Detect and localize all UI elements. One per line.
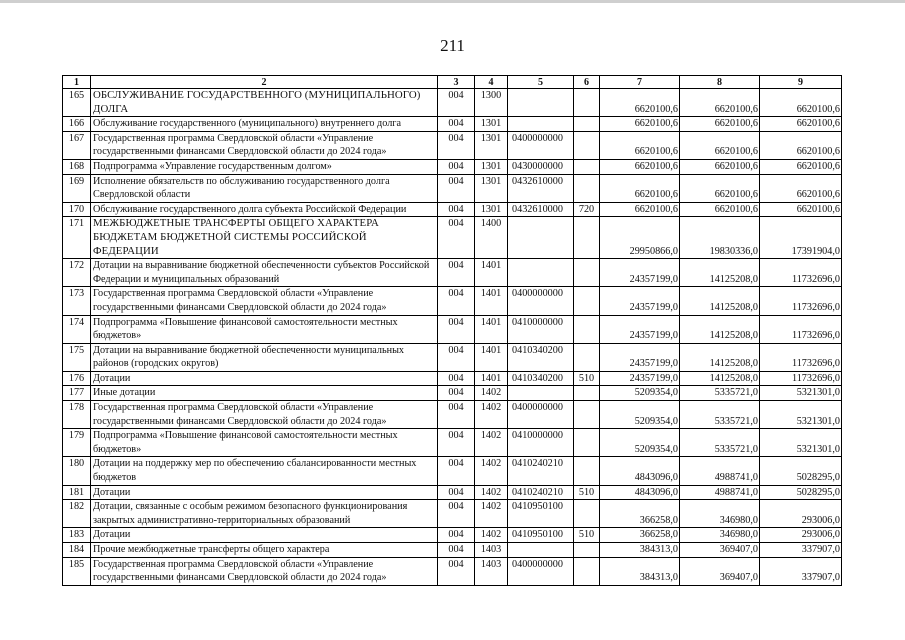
expense-type-cell <box>574 287 600 315</box>
target-article-cell <box>508 117 574 132</box>
table-row <box>63 315 842 343</box>
target-article-cell: 0400000000 <box>508 287 574 315</box>
table-row <box>63 174 842 202</box>
table-row <box>63 217 842 259</box>
amount-cell-col8: 6620100,6 <box>680 117 760 132</box>
expense-type-cell <box>574 315 600 343</box>
description-cell: Дотации на поддержку мер по обеспечению сбалансированности местных бюджетов <box>91 457 438 485</box>
table-row <box>63 485 842 500</box>
expense-type-cell <box>574 89 600 117</box>
amount-cell-col8: 14125208,0 <box>680 343 760 371</box>
row-number-cell: 180 <box>63 457 91 485</box>
amount-cell-col8: 346980,0 <box>680 500 760 528</box>
amount-cell-col9: 5028295,0 <box>760 457 842 485</box>
chapter-code-cell: 004 <box>438 500 475 528</box>
amount-cell-col8: 5335721,0 <box>680 401 760 429</box>
expense-type-cell: 720 <box>574 202 600 217</box>
section-code-cell: 1402 <box>475 485 508 500</box>
description-cell: Прочие межбюджетные трансферты общего характера <box>91 543 438 558</box>
amount-cell-col9: 6620100,6 <box>760 174 842 202</box>
chapter-code-cell: 004 <box>438 174 475 202</box>
row-number-cell: 167 <box>63 131 91 159</box>
amount-cell-col8: 19830336,0 <box>680 217 760 259</box>
section-code-cell: 1301 <box>475 174 508 202</box>
expense-type-cell <box>574 174 600 202</box>
table-row <box>63 457 842 485</box>
table-row <box>63 117 842 132</box>
chapter-code-cell: 004 <box>438 401 475 429</box>
expense-type-cell: 510 <box>574 528 600 543</box>
target-article-cell <box>508 386 574 401</box>
amount-cell-col9: 337907,0 <box>760 543 842 558</box>
table-row <box>63 528 842 543</box>
amount-cell-col8: 346980,0 <box>680 528 760 543</box>
amount-cell-col7: 29950866,0 <box>600 217 680 259</box>
section-code-cell: 1401 <box>475 343 508 371</box>
table-body <box>63 89 842 586</box>
chapter-code-cell: 004 <box>438 202 475 217</box>
amount-cell-col8: 6620100,6 <box>680 174 760 202</box>
expense-type-cell <box>574 557 600 585</box>
target-article-cell: 0400000000 <box>508 401 574 429</box>
table-row <box>63 131 842 159</box>
row-number-cell: 177 <box>63 386 91 401</box>
amount-cell-col8: 6620100,6 <box>680 159 760 174</box>
table-row <box>63 386 842 401</box>
description-cell: Дотации <box>91 371 438 386</box>
amount-cell-col7: 384313,0 <box>600 557 680 585</box>
description-cell: Государственная программа Свердловской области «Управление государственными финансами Свердловской области до 2024 года» <box>91 557 438 585</box>
description-cell: Дотации <box>91 528 438 543</box>
amount-cell-col7: 24357199,0 <box>600 371 680 386</box>
amount-cell-col9: 6620100,6 <box>760 89 842 117</box>
description-cell: ОБСЛУЖИВАНИЕ ГОСУДАРСТВЕННОГО (МУНИЦИПАЛЬНОГО) ДОЛГА <box>91 89 438 117</box>
chapter-code-cell: 004 <box>438 543 475 558</box>
chapter-code-cell: 004 <box>438 429 475 457</box>
target-article-cell <box>508 89 574 117</box>
target-article-cell <box>508 217 574 259</box>
amount-cell-col7: 6620100,6 <box>600 174 680 202</box>
chapter-code-cell: 004 <box>438 343 475 371</box>
header-cell: 4 <box>475 76 508 89</box>
section-code-cell: 1403 <box>475 543 508 558</box>
description-cell: Обслуживание государственного (муниципального) внутреннего долга <box>91 117 438 132</box>
description-cell: Дотации, связанные с особым режимом безопасного функционирования закрытых административно-территориальных образований <box>91 500 438 528</box>
amount-cell-col8: 14125208,0 <box>680 287 760 315</box>
expense-type-cell <box>574 543 600 558</box>
expense-type-cell <box>574 343 600 371</box>
row-number-cell: 174 <box>63 315 91 343</box>
amount-cell-col7: 5209354,0 <box>600 401 680 429</box>
target-article-cell: 0410340200 <box>508 343 574 371</box>
amount-cell-col7: 384313,0 <box>600 543 680 558</box>
table-row <box>63 287 842 315</box>
row-number-cell: 171 <box>63 217 91 259</box>
section-code-cell: 1401 <box>475 287 508 315</box>
row-number-cell: 173 <box>63 287 91 315</box>
amount-cell-col7: 366258,0 <box>600 528 680 543</box>
expense-type-cell <box>574 117 600 132</box>
section-code-cell: 1402 <box>475 429 508 457</box>
chapter-code-cell: 004 <box>438 89 475 117</box>
amount-cell-col7: 24357199,0 <box>600 287 680 315</box>
row-number-cell: 169 <box>63 174 91 202</box>
amount-cell-col7: 24357199,0 <box>600 259 680 287</box>
row-number-cell: 183 <box>63 528 91 543</box>
amount-cell-col9: 17391904,0 <box>760 217 842 259</box>
header-cell: 6 <box>574 76 600 89</box>
row-number-cell: 165 <box>63 89 91 117</box>
amount-cell-col8: 369407,0 <box>680 543 760 558</box>
chapter-code-cell: 004 <box>438 259 475 287</box>
target-article-cell: 0410000000 <box>508 429 574 457</box>
expense-type-cell <box>574 217 600 259</box>
target-article-cell <box>508 543 574 558</box>
chapter-code-cell: 004 <box>438 159 475 174</box>
header-cell: 2 <box>91 76 438 89</box>
table-row <box>63 429 842 457</box>
chapter-code-cell: 004 <box>438 386 475 401</box>
expense-type-cell: 510 <box>574 371 600 386</box>
description-cell: Подпрограмма «Повышение финансовой самостоятельности местных бюджетов» <box>91 429 438 457</box>
amount-cell-col9: 11732696,0 <box>760 315 842 343</box>
section-code-cell: 1301 <box>475 159 508 174</box>
table-row <box>63 371 842 386</box>
header-cell: 8 <box>680 76 760 89</box>
description-cell: Подпрограмма «Управление государственным долгом» <box>91 159 438 174</box>
amount-cell-col7: 24357199,0 <box>600 315 680 343</box>
amount-cell-col7: 6620100,6 <box>600 89 680 117</box>
target-article-cell <box>508 259 574 287</box>
section-code-cell: 1402 <box>475 401 508 429</box>
amount-cell-col7: 4843096,0 <box>600 485 680 500</box>
amount-cell-col9: 293006,0 <box>760 528 842 543</box>
scan-top-edge <box>0 0 905 3</box>
table-row <box>63 557 842 585</box>
amount-cell-col9: 6620100,6 <box>760 117 842 132</box>
amount-cell-col7: 6620100,6 <box>600 202 680 217</box>
amount-cell-col7: 6620100,6 <box>600 117 680 132</box>
section-code-cell: 1402 <box>475 457 508 485</box>
amount-cell-col7: 4843096,0 <box>600 457 680 485</box>
target-article-cell: 0410950100 <box>508 500 574 528</box>
amount-cell-col9: 5321301,0 <box>760 401 842 429</box>
amount-cell-col7: 5209354,0 <box>600 386 680 401</box>
chapter-code-cell: 004 <box>438 217 475 259</box>
description-cell: Дотации <box>91 485 438 500</box>
table-row <box>63 343 842 371</box>
row-number-cell: 181 <box>63 485 91 500</box>
table-row <box>63 202 842 217</box>
chapter-code-cell: 004 <box>438 457 475 485</box>
table-row <box>63 543 842 558</box>
target-article-cell: 0432610000 <box>508 202 574 217</box>
section-code-cell: 1400 <box>475 217 508 259</box>
amount-cell-col8: 6620100,6 <box>680 202 760 217</box>
target-article-cell: 0410340200 <box>508 371 574 386</box>
amount-cell-col9: 11732696,0 <box>760 259 842 287</box>
description-cell: Государственная программа Свердловской области «Управление государственными финансами Свердловской области до 2024 года» <box>91 287 438 315</box>
amount-cell-col8: 6620100,6 <box>680 89 760 117</box>
section-code-cell: 1301 <box>475 202 508 217</box>
chapter-code-cell: 004 <box>438 557 475 585</box>
description-cell: Дотации на выравнивание бюджетной обеспеченности муниципальных районов (городских округов) <box>91 343 438 371</box>
table-row <box>63 259 842 287</box>
amount-cell-col8: 14125208,0 <box>680 315 760 343</box>
chapter-code-cell: 004 <box>438 315 475 343</box>
target-article-cell: 0400000000 <box>508 557 574 585</box>
amount-cell-col8: 14125208,0 <box>680 371 760 386</box>
row-number-cell: 176 <box>63 371 91 386</box>
header-cell: 5 <box>508 76 574 89</box>
amount-cell-col9: 11732696,0 <box>760 371 842 386</box>
target-article-cell: 0410000000 <box>508 315 574 343</box>
expense-type-cell: 510 <box>574 485 600 500</box>
chapter-code-cell: 004 <box>438 485 475 500</box>
section-code-cell: 1301 <box>475 117 508 132</box>
amount-cell-col8: 5335721,0 <box>680 386 760 401</box>
chapter-code-cell: 004 <box>438 131 475 159</box>
row-number-cell: 172 <box>63 259 91 287</box>
description-cell: Государственная программа Свердловской области «Управление государственными финансами Свердловской области до 2024 года» <box>91 131 438 159</box>
chapter-code-cell: 004 <box>438 528 475 543</box>
expense-type-cell <box>574 259 600 287</box>
amount-cell-col9: 11732696,0 <box>760 343 842 371</box>
budget-table <box>62 75 842 586</box>
amount-cell-col9: 337907,0 <box>760 557 842 585</box>
description-cell: Дотации на выравнивание бюджетной обеспеченности субъектов Российской Федерации и муниципальных образований <box>91 259 438 287</box>
amount-cell-col8: 4988741,0 <box>680 485 760 500</box>
header-cell: 9 <box>760 76 842 89</box>
section-code-cell: 1403 <box>475 557 508 585</box>
amount-cell-col9: 6620100,6 <box>760 202 842 217</box>
expense-type-cell <box>574 159 600 174</box>
row-number-cell: 182 <box>63 500 91 528</box>
table-row <box>63 89 842 117</box>
expense-type-cell <box>574 429 600 457</box>
description-cell: Исполнение обязательств по обслуживанию государственного долга Свердловской области <box>91 174 438 202</box>
table-row <box>63 401 842 429</box>
target-article-cell: 0410240210 <box>508 457 574 485</box>
amount-cell-col9: 5321301,0 <box>760 429 842 457</box>
amount-cell-col8: 5335721,0 <box>680 429 760 457</box>
target-article-cell: 0410240210 <box>508 485 574 500</box>
description-cell: Государственная программа Свердловской области «Управление государственными финансами Свердловской области до 2024 года» <box>91 401 438 429</box>
amount-cell-col9: 6620100,6 <box>760 131 842 159</box>
amount-cell-col8: 369407,0 <box>680 557 760 585</box>
section-code-cell: 1300 <box>475 89 508 117</box>
row-number-cell: 185 <box>63 557 91 585</box>
target-article-cell: 0432610000 <box>508 174 574 202</box>
amount-cell-col7: 6620100,6 <box>600 159 680 174</box>
page-number: 211 <box>440 36 465 55</box>
section-code-cell: 1402 <box>475 500 508 528</box>
amount-cell-col7: 366258,0 <box>600 500 680 528</box>
amount-cell-col7: 5209354,0 <box>600 429 680 457</box>
section-code-cell: 1401 <box>475 259 508 287</box>
table-row <box>63 159 842 174</box>
target-article-cell: 0430000000 <box>508 159 574 174</box>
row-number-cell: 179 <box>63 429 91 457</box>
amount-cell-col9: 11732696,0 <box>760 287 842 315</box>
chapter-code-cell: 004 <box>438 371 475 386</box>
amount-cell-col9: 5028295,0 <box>760 485 842 500</box>
amount-cell-col9: 6620100,6 <box>760 159 842 174</box>
description-cell: МЕЖБЮДЖЕТНЫЕ ТРАНСФЕРТЫ ОБЩЕГО ХАРАКТЕРА БЮДЖЕТАМ БЮДЖЕТНОЙ СИСТЕМЫ РОССИЙСКОЙ ФЕДЕРАЦИИ <box>91 217 438 259</box>
header-cell: 7 <box>600 76 680 89</box>
header-row <box>63 76 842 89</box>
amount-cell-col8: 6620100,6 <box>680 131 760 159</box>
description-cell: Иные дотации <box>91 386 438 401</box>
expense-type-cell <box>574 401 600 429</box>
row-number-cell: 184 <box>63 543 91 558</box>
amount-cell-col8: 4988741,0 <box>680 457 760 485</box>
section-code-cell: 1402 <box>475 386 508 401</box>
amount-cell-col7: 6620100,6 <box>600 131 680 159</box>
amount-cell-col7: 24357199,0 <box>600 343 680 371</box>
expense-type-cell <box>574 457 600 485</box>
section-code-cell: 1401 <box>475 315 508 343</box>
table-row <box>63 500 842 528</box>
amount-cell-col9: 5321301,0 <box>760 386 842 401</box>
row-number-cell: 170 <box>63 202 91 217</box>
target-article-cell: 0400000000 <box>508 131 574 159</box>
row-number-cell: 178 <box>63 401 91 429</box>
expense-type-cell <box>574 131 600 159</box>
target-article-cell: 0410950100 <box>508 528 574 543</box>
section-code-cell: 1402 <box>475 528 508 543</box>
description-cell: Подпрограмма «Повышение финансовой самостоятельности местных бюджетов» <box>91 315 438 343</box>
row-number-cell: 168 <box>63 159 91 174</box>
amount-cell-col8: 14125208,0 <box>680 259 760 287</box>
chapter-code-cell: 004 <box>438 287 475 315</box>
row-number-cell: 166 <box>63 117 91 132</box>
amount-cell-col9: 293006,0 <box>760 500 842 528</box>
expense-type-cell <box>574 500 600 528</box>
row-number-cell: 175 <box>63 343 91 371</box>
section-code-cell: 1401 <box>475 371 508 386</box>
expense-type-cell <box>574 386 600 401</box>
section-code-cell: 1301 <box>475 131 508 159</box>
chapter-code-cell: 004 <box>438 117 475 132</box>
description-cell: Обслуживание государственного долга субъекта Российской Федерации <box>91 202 438 217</box>
header-cell: 1 <box>63 76 91 89</box>
header-cell: 3 <box>438 76 475 89</box>
